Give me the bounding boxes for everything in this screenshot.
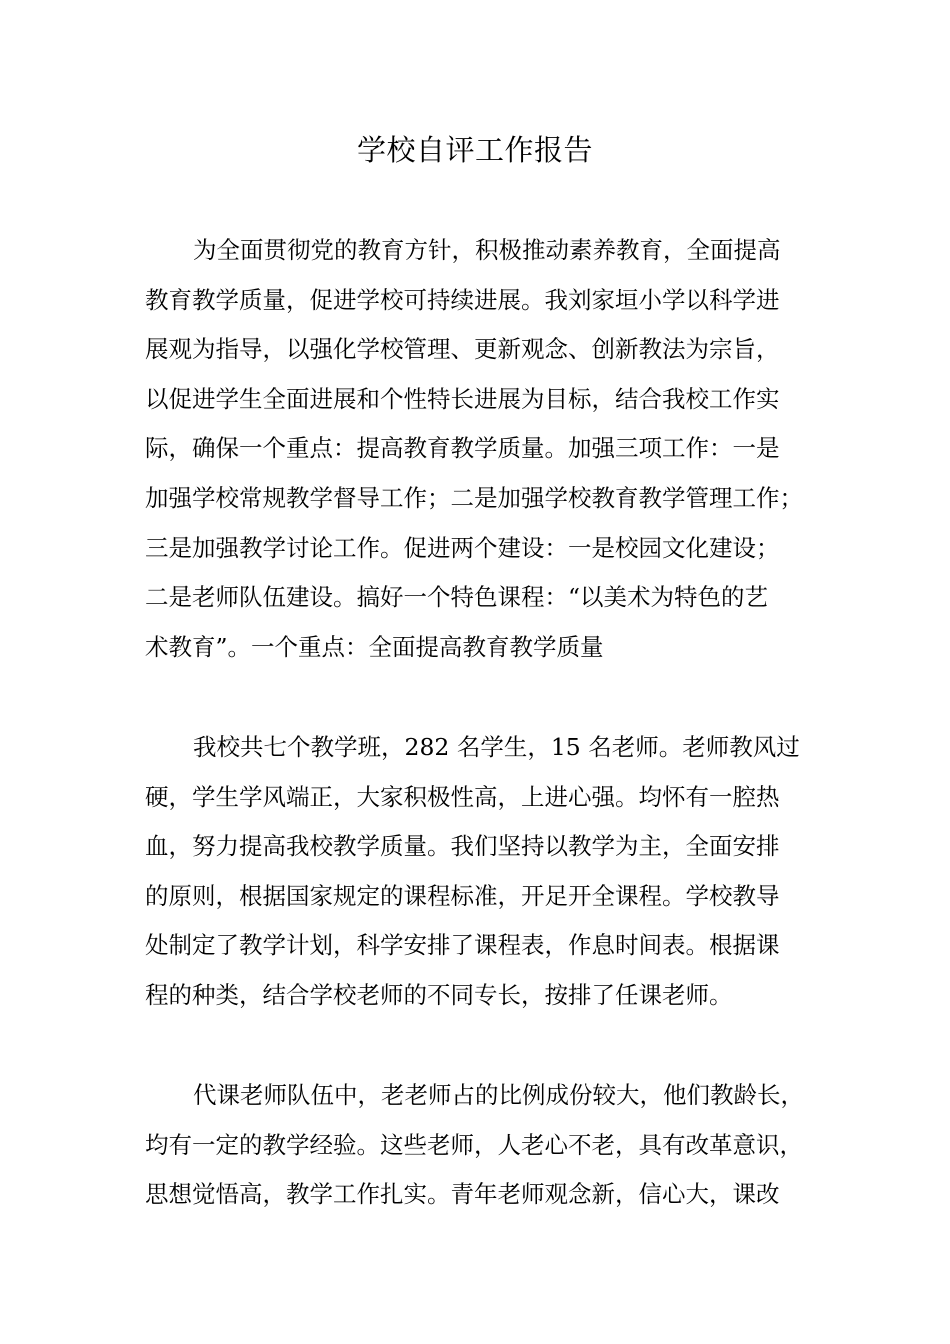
paragraph-line: 的原则，根据国家规定的课程标准，开足开全课程。学校教导 <box>145 881 780 910</box>
paragraph-line: 代课老师队伍中，老老师占的比例成份较大，他们教龄长， <box>193 1081 804 1109</box>
paragraph-2 <box>145 723 825 1021</box>
paragraph-line: 教育教学质量，促进学校可持续进展。我刘家垣小学以科学进 <box>145 285 780 314</box>
paragraph-1 <box>145 226 825 672</box>
paragraph-line: 加强学校常规教学督导工作；二是加强学校教育教学管理工作； <box>145 483 803 512</box>
paragraph-line: 展观为指导，以强化学校管理、更新观念、创新教法为宗旨， <box>145 335 780 364</box>
paragraph-3 <box>145 1071 825 1220</box>
paragraph-line: 际，确保一个重点：提高教育教学质量。加强三项工作：一是 <box>145 434 780 463</box>
paragraph-line: 我校共七个教学班，282 名学生，15 名老师。老师教风过 <box>193 733 800 761</box>
paragraph-line: 程的种类，结合学校老师的不同专长，按排了任课老师。 <box>145 980 733 1009</box>
paragraph-line: 三是加强教学讨论工作。促进两个建设：一是校园文化建设； <box>145 533 780 562</box>
paragraph-line: 为全面贯彻党的教育方针，积极推动素养教育，全面提高 <box>193 236 781 264</box>
document-title: 学校自评工作报告 <box>356 133 593 167</box>
paragraph-line: 二是老师队伍建设。搞好一个特色课程：“以美术为特色的艺 <box>145 583 769 612</box>
paragraph-line: 以促进学生全面进展和个性特长进展为目标，结合我校工作实 <box>145 384 780 413</box>
paragraph-line: 处制定了教学计划，科学安排了课程表，作息时间表。根据课 <box>145 931 780 960</box>
paragraph-line: 血，努力提高我校教学质量。我们坚持以教学为主，全面安排 <box>145 832 780 861</box>
paragraph-line: 思想觉悟高，教学工作扎实。青年老师观念新，信心大，课改 <box>145 1180 780 1209</box>
paragraph-line: 硬，学生学风端正，大家积极性高，上进心强。均怀有一腔热 <box>145 782 780 811</box>
paragraph-line: 均有一定的教学经验。这些老师，人老心不老，具有改革意识， <box>145 1130 803 1159</box>
paragraph-line: 术教育”。一个重点：全面提高教育教学质量 <box>145 632 604 661</box>
